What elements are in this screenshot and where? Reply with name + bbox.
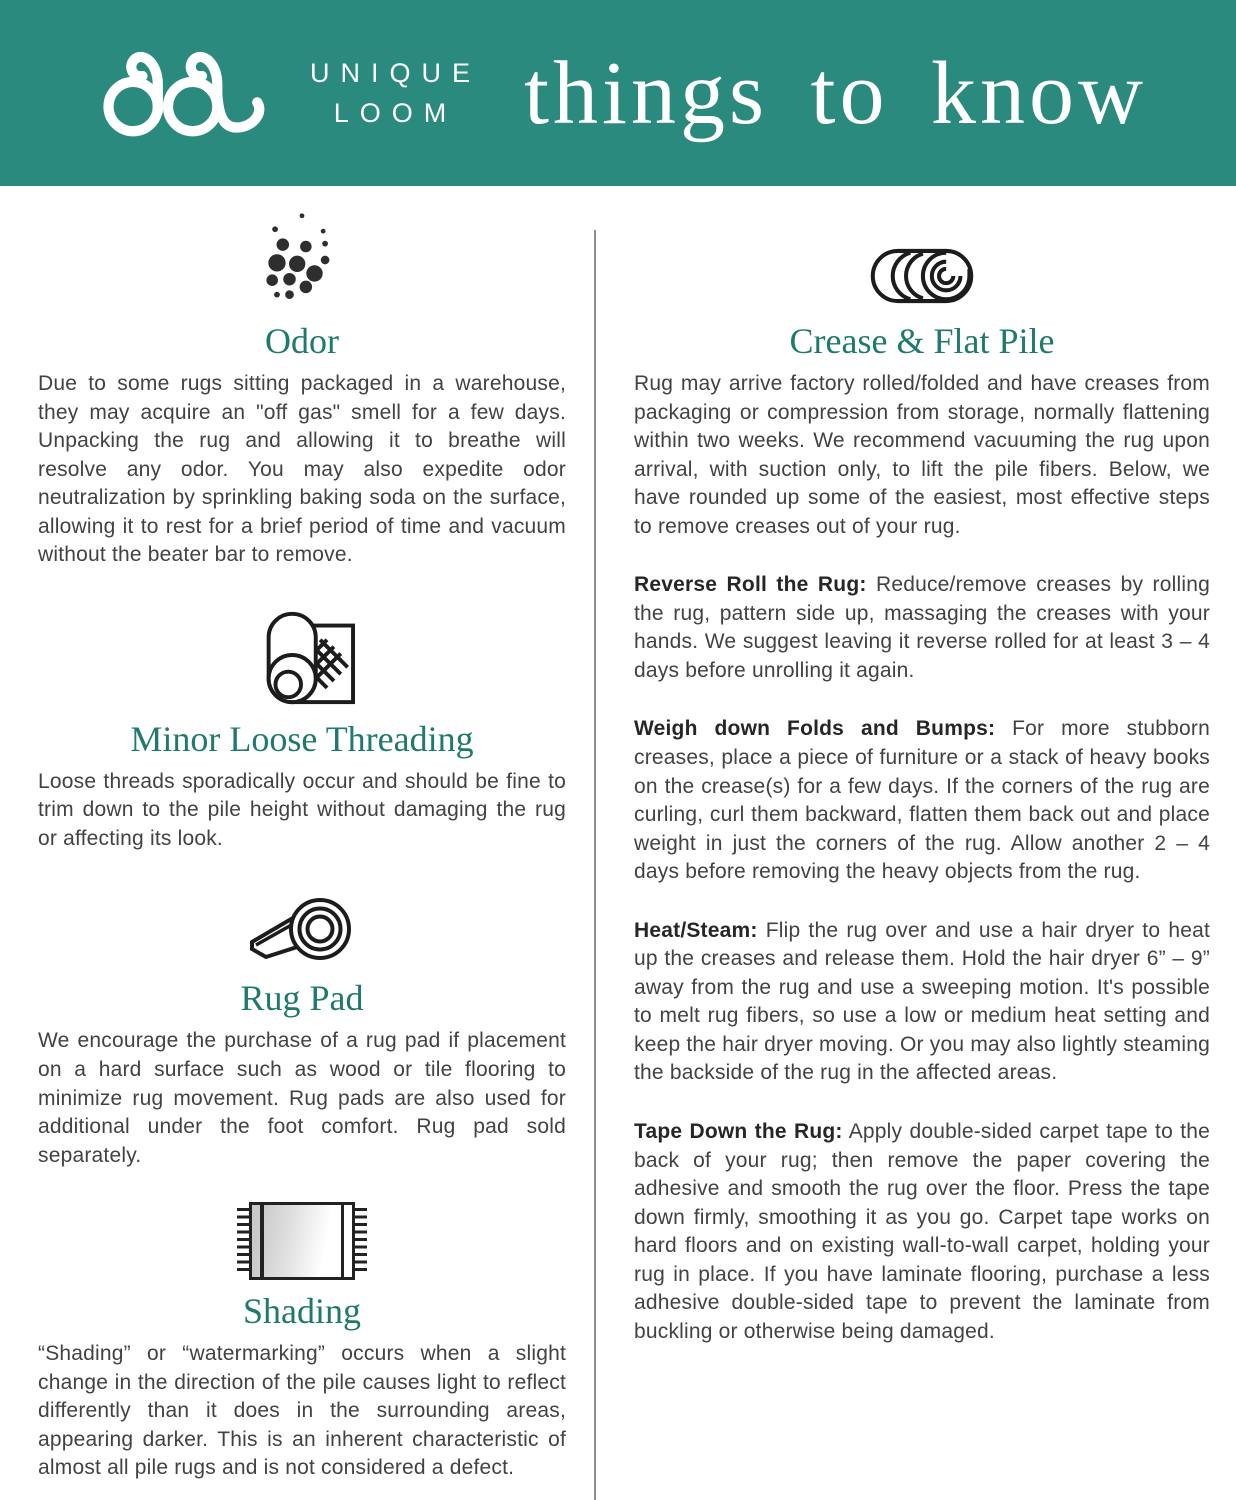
tip-label-reverse-roll: Reverse Roll the Rug: [634,573,867,597]
rolled-rug-side-icon [634,240,1210,310]
section-body-shading: “Shading” or “watermarking” occurs when a slight change in the direction of the pile causes light to reflect differently than it does in the surrounding areas, appearing darker. This is an inherent characteristic of almost all pile rugs and is not considered a defect. [38,1342,566,1480]
column-divider [594,230,596,1500]
tip-label-heat-steam: Heat/Steam: [634,918,758,942]
tip-heat-steam [634,917,1210,1088]
rug-pad-roll-icon [38,881,566,967]
rug-fringe-left [237,1208,249,1274]
section-intro-crease: Rug may arrive factory rolled/folded and have creases from packaging or compression from storage, normally flattening within two weeks. We recommend vacuuming the rug upon arrival, with suction only, to lift the pile fibers. Below, we have rounded up some of the easiest, most effective steps to remove creases out of your rug. [634,372,1210,538]
rug-body-gradient [249,1202,355,1280]
content-area [0,186,1236,1500]
tip-reverse-roll [634,571,1210,685]
right-column [594,186,1236,1500]
section-loose-threading [38,598,566,854]
brand-name [310,53,481,134]
tip-text-reverse-roll: Reduce/remove creases by rolling the rug, pattern side up, massaging the creases with your hands. We suggest leaving it reverse rolled for at least 3 – 4 days before unrolling it again. [634,573,1210,682]
section-crease-flat-pile [634,240,1210,1346]
header-banner [0,0,1236,186]
tip-text-weigh-down: For more stubborn creases, place a piece of furniture or a stack of heavy books on the crease(s) for a few days. If the corners of the rug are curling, curl them backward, flatten them back out and place weight in just the corners of the rug. Allow another 2 – 4 days before removing the heavy objects from the rug. [634,717,1210,884]
section-body-odor: Due to some rugs sitting packaged in a warehouse, they may acquire an "off gas" smell for a few days. Unpacking the rug and allowing it to breathe will resolve any odor. You may also expedite odor neutralization by sprinkling baking soda on the surface, allowing it to rest for a brief period of time and vacuum without the beater bar to remove. [38,372,566,567]
section-heading-odor: Odor [265,321,339,361]
shaded-rug-icon [38,1198,566,1280]
section-heading-shading: Shading [242,1291,361,1332]
brand-name-line2: LOOM [333,98,458,128]
left-column [0,186,594,1500]
section-heading-crease: Crease & Flat Pile [789,321,1055,361]
unique-loom-double-loop-icon [86,42,284,144]
section-odor [38,208,566,570]
section-rug-pad [38,881,566,1170]
section-heading-rug-pad: Rug Pad [240,978,364,1019]
tip-text-tape-down: Apply double-sided carpet tape to the back of your rug; then remove the paper covering the adhesive and smooth the rug over the floor. Press the tape down firmly, smoothing it as you go. Carpet tape works on hard floors and on existing wall-to-wall carpet, holding your rug in place. If you have laminate flooring, purchase a less adhesive double-sided tape to prevent the laminate from buckling or otherwise being damaged. [634,1120,1210,1343]
tip-tape-down [634,1118,1210,1346]
section-heading-loose-threading: Minor Loose Threading [130,718,474,759]
brand-name-line1: UNIQUE [310,57,482,88]
page-title: things to know [523,43,1148,143]
tip-label-weigh-down: Weigh down Folds and Bumps: [634,717,996,741]
tip-weigh-down [634,715,1210,886]
section-body-loose-threading: Loose threads sporadically occur and should be fine to trim down to the pile height without damaging the rug or affecting its look. [38,769,566,850]
tip-text-heat-steam: Flip the rug over and use a hair dryer to heat up the creases and release them. Hold the hair dryer 6” – 9” away from the rug and use a sweeping motion. It's possible to melt rug fibers, so use a low or medium heat setting and keep the hair dryer moving. Or you may also lightly steaming the backside of the rug in the affected areas. [634,918,1210,1085]
rug-fringe-right [355,1208,367,1274]
section-body-rug-pad: We encourage the purchase of a rug pad if placement on a hard surface such as wood or tile flooring to minimize rug movement. Rug pads are also used for additional under the foot comfort. Rug pad sold separately. [38,1029,566,1167]
section-shading [38,1198,566,1483]
brand-logo [86,42,481,144]
rolled-rug-crosshatch-icon [38,598,566,708]
tip-label-tape-down: Tape Down the Rug: [634,1120,843,1144]
odor-dots-icon [38,208,566,310]
